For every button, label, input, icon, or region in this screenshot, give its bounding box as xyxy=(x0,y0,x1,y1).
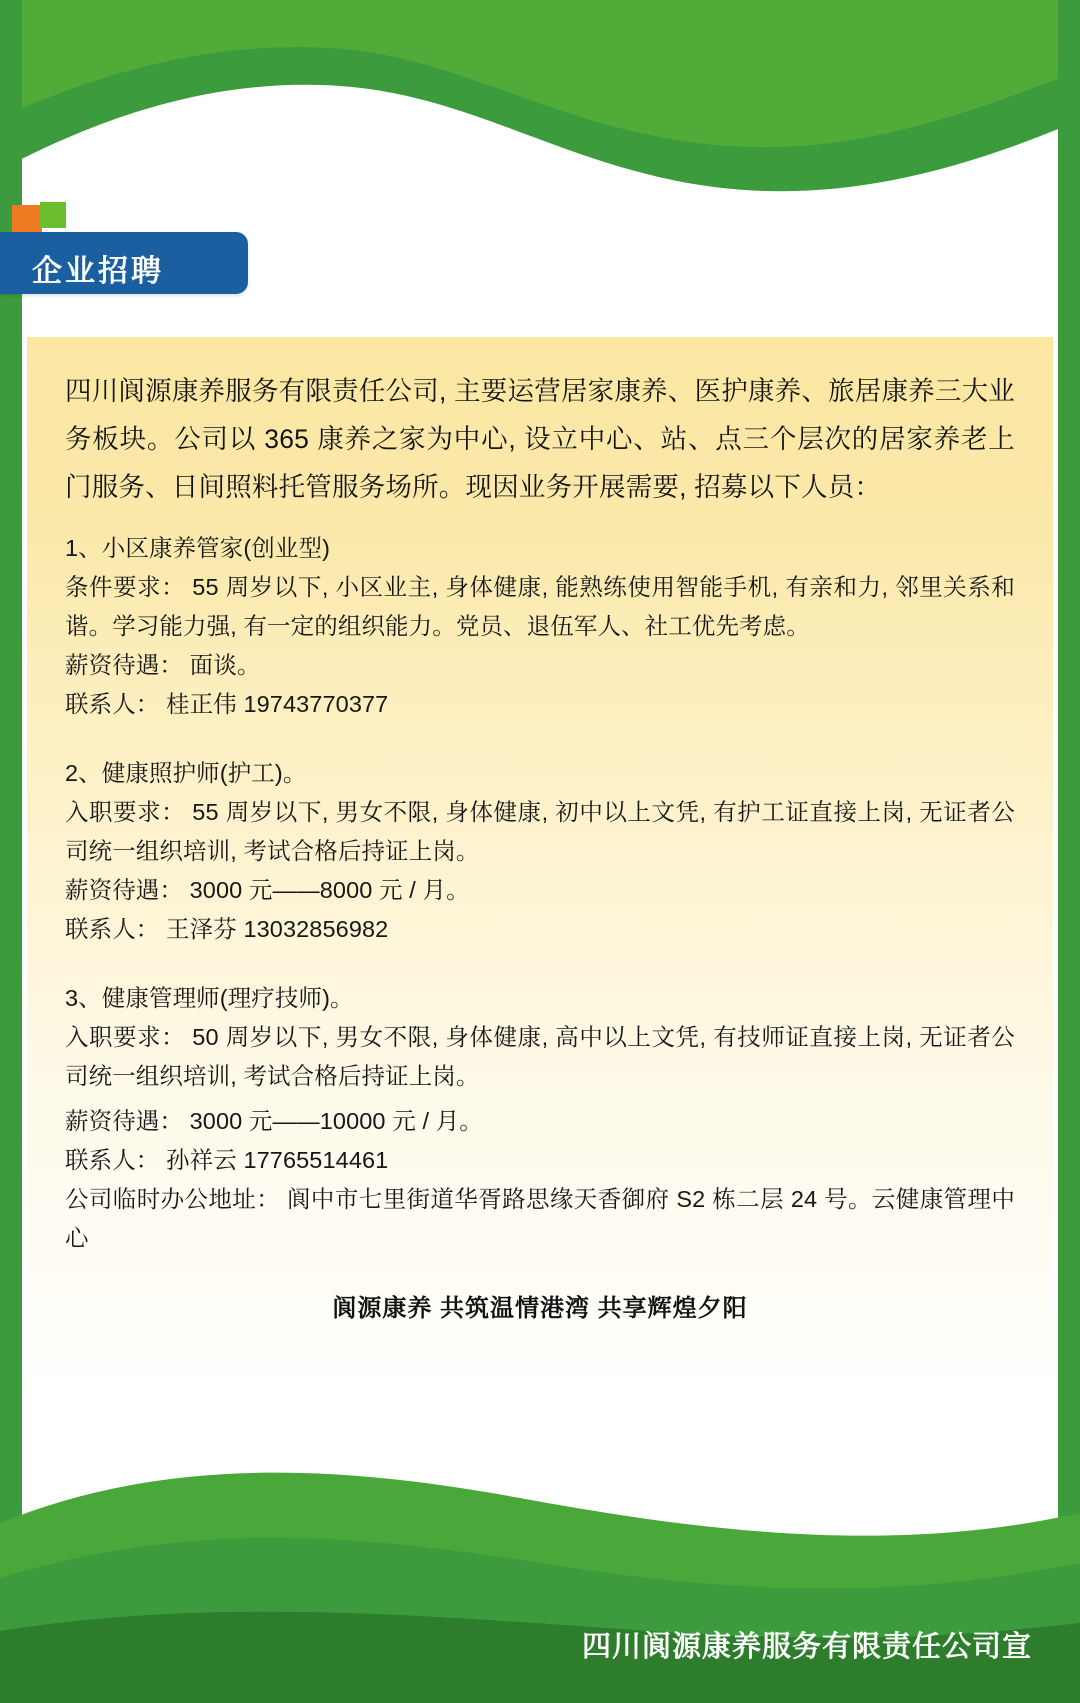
job-block-2 xyxy=(65,754,1015,949)
footer-company-name: 四川阆源康养服务有限责任公司宣 xyxy=(581,1631,1032,1663)
job-contact: 联系人： 王泽芬 13032856982 xyxy=(65,916,389,942)
job-contact: 联系人： 桂正伟 19743770377 xyxy=(65,691,389,717)
badge-label: 企业招聘 xyxy=(32,255,164,288)
job-block-3 xyxy=(65,979,1015,1258)
job-title: 2、健康照护师(护工)。 xyxy=(65,760,307,786)
job-block-1 xyxy=(65,529,1015,724)
top-wave-decoration xyxy=(0,0,1080,230)
job-salary: 薪资待遇： 3000 元——8000 元 / 月。 xyxy=(65,877,470,903)
section-badge xyxy=(0,200,300,310)
job-title: 3、健康管理师(理疗技师)。 xyxy=(65,985,354,1011)
orange-square-decoration xyxy=(12,205,42,235)
job-title: 1、小区康养管家(创业型) xyxy=(65,535,331,561)
intro-paragraph: 四川阆源康养服务有限责任公司, 主要运营居家康养、医护康养、旅居康养三大业务板块。公司以 365 康养之家为中心, 设立中心、站、点三个层次的居家养老上门服务、日间照料托管服务场所。现因业务开展需要, 招募以下人员： xyxy=(65,376,1015,502)
badge-tab xyxy=(0,232,248,294)
content-card xyxy=(27,337,1053,1400)
job-salary: 薪资待遇： 面谈。 xyxy=(65,652,261,678)
job-contact: 联系人： 孙祥云 17765514461 xyxy=(65,1147,389,1173)
green-square-decoration xyxy=(40,202,66,228)
job-salary: 薪资待遇： 3000 元——10000 元 / 月。 xyxy=(65,1108,483,1134)
company-address: 公司临时办公地址： 阆中市七里街道华胥路思缘天香御府 S2 栋二层 24 号。云健康管理中心 xyxy=(65,1186,1015,1251)
job-requirement: 入职要求： 50 周岁以下, 男女不限, 身体健康, 高中以上文凭, 有技师证直接上岗, 无证者公司统一组织培训, 考试合格后持证上岗。 xyxy=(65,1024,1015,1089)
job-requirement: 条件要求： 55 周岁以下, 小区业主, 身体健康, 能熟练使用智能手机, 有亲和力, 邻里关系和谐。学习能力强, 有一定的组织能力。党员、退伍军人、社工优先考虑。 xyxy=(65,574,1015,639)
slogan-text: 阆源康养 共筑温情港湾 共享辉煌夕阳 xyxy=(332,1295,748,1322)
job-requirement: 入职要求： 55 周岁以下, 男女不限, 身体健康, 初中以上文凭, 有护工证直接上岗, 无证者公司统一组织培训, 考试合格后持证上岗。 xyxy=(65,799,1015,864)
